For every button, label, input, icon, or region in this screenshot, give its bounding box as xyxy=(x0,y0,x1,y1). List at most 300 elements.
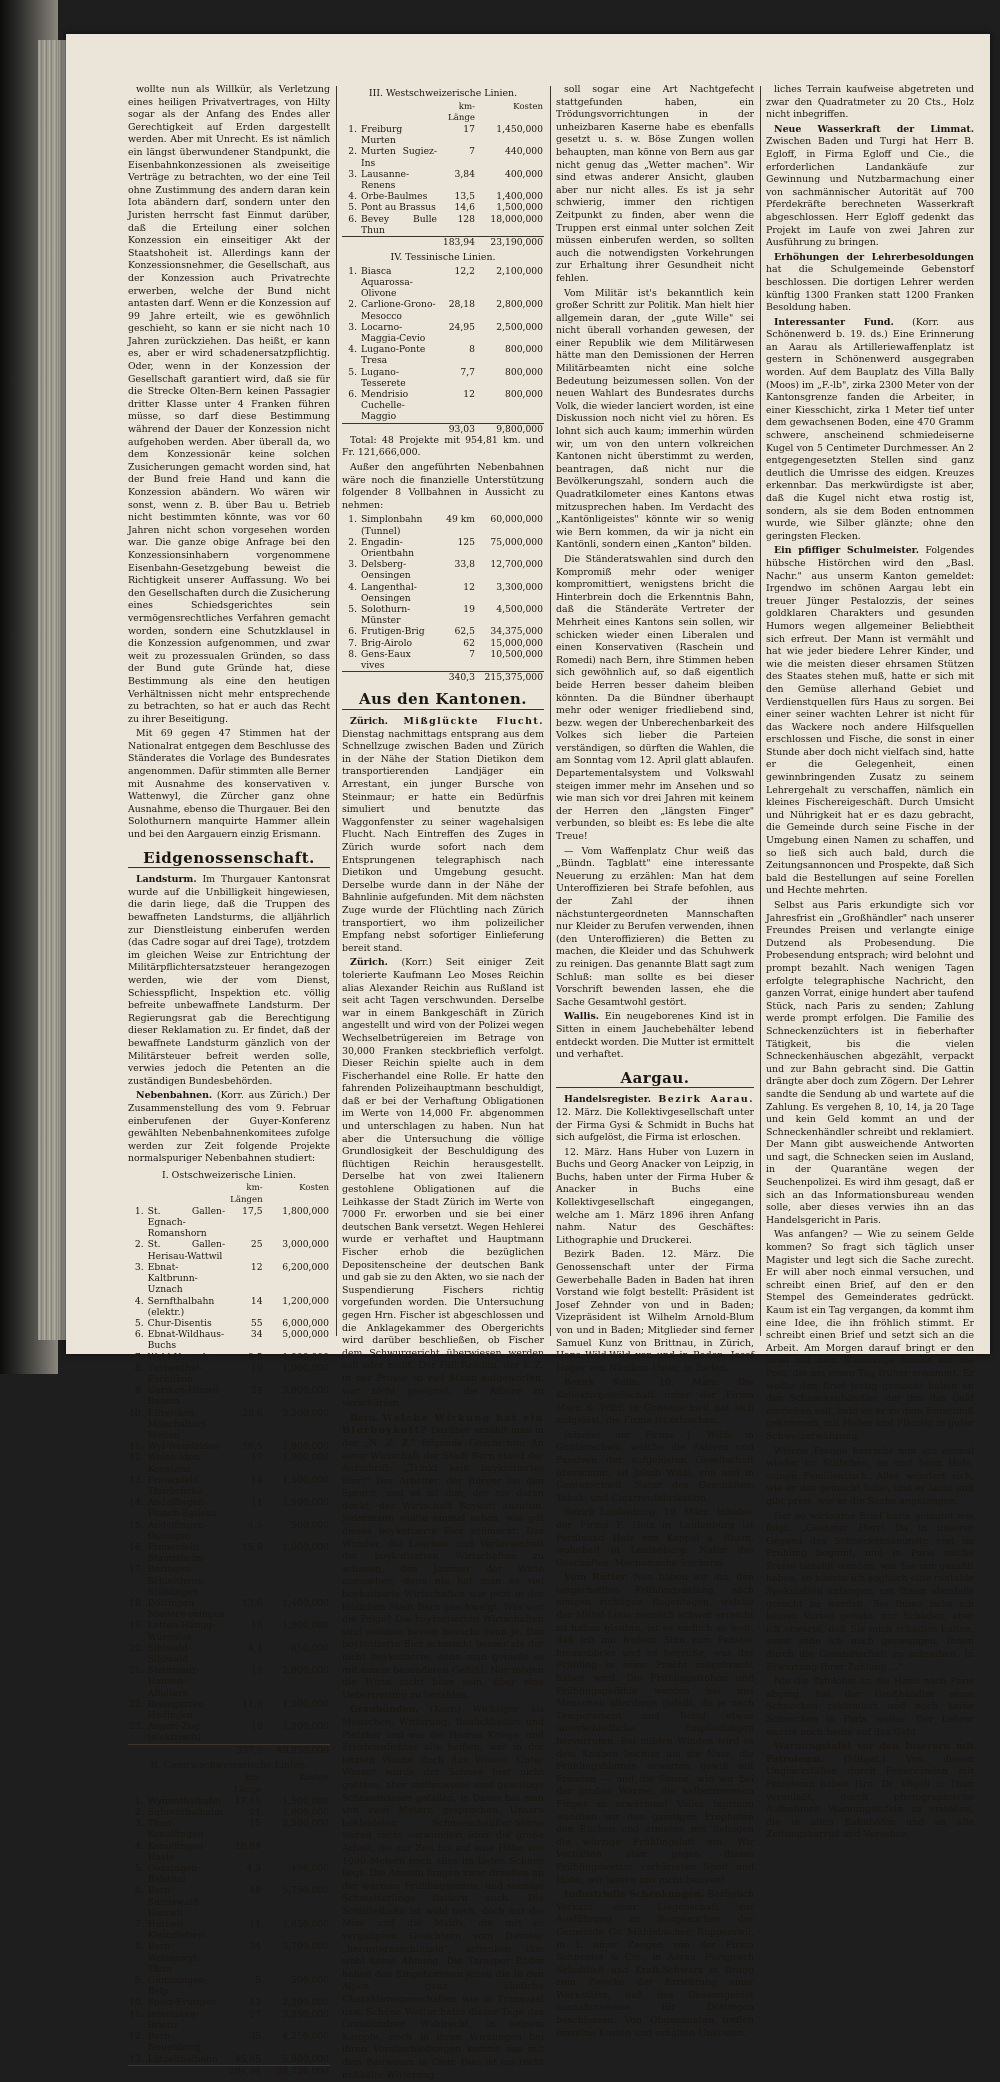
line-cost: 3,000,000 xyxy=(282,1385,329,1397)
line-length: 15,8 xyxy=(242,1541,263,1553)
line-name: Pont au Brassus xyxy=(361,202,436,214)
line-length: 128 xyxy=(457,213,475,225)
column-1 xyxy=(128,84,330,2077)
line-cost: 400,000 xyxy=(505,168,543,180)
article-text: Bezirk Kulm. 10. März. Die Kollektivgesellschaft unter der Firma Merz & Wildi in Gontenschwil hat sich aufgelöst, die Firma ist erloschen. xyxy=(556,1377,754,1427)
table-header xyxy=(128,1183,330,1205)
line-cost: 60,000,000 xyxy=(490,514,543,526)
total-length: 397,9 xyxy=(226,1744,264,1756)
article-paragraph xyxy=(556,1889,754,2040)
line-cost: 650,000 xyxy=(291,1642,329,1654)
table-row xyxy=(128,1475,330,1497)
table-subtitle: III. Westschweizerische Linien. xyxy=(368,88,518,99)
line-cost: 1,800,000 xyxy=(282,1205,329,1217)
row-number: 5. xyxy=(134,1317,144,1329)
line-length: 14 xyxy=(250,1295,263,1307)
row-number: 8. xyxy=(134,1362,144,1374)
line-cost: 10,500,000 xyxy=(490,648,543,660)
line-cost: 1,200,000 xyxy=(282,1295,329,1307)
line-name: Steinmaur-Hausen-Affoltern xyxy=(147,1665,200,1699)
line-name: Ebnat-Wildhaus-Buchs xyxy=(147,1329,225,1352)
line-length: 45,65 xyxy=(234,2053,261,2065)
line-length: 12 xyxy=(250,1261,263,1273)
line-name: Carlione-Grono-Mesocco xyxy=(361,299,436,322)
line-cost: 2,500,000 xyxy=(282,1818,329,1830)
total-length: 340,3 xyxy=(438,672,476,684)
line-length: 19 xyxy=(250,1665,263,1677)
line-cost xyxy=(264,1564,330,1598)
line-length: 4,5 xyxy=(248,1519,263,1531)
row-number: 13. xyxy=(129,1474,144,1486)
line-cost: 1,600,000 xyxy=(282,1807,329,1819)
line-name: Mendrisio Cuchelle-Maggio xyxy=(361,389,409,423)
article-text: Folgendes hübsche Histörchen wird den „Basl. Nachr." aus unserm Kanton gemeldet: Irgendwo im schönen Aargau lebt ein treuer Jünger Pestalozzis, der seines goldklaren Charakters und gesunden Humors wegen allgemeiner Beliebtheit sich erfreut. Der Mann ist vermählt und hat wie jeder biedere Lehrer Kinder, und wie die meisten dieser ehrsamen Stützen des Staates stehen muß, hatte er sich mit den Gemüse allerhand Gebiet und Verdienstquellen fürs Haus zu sorgen. Bei einer seiner wachten Lehrer ist nicht für das Wackere noch andere Hilfsquellen erschlossen und Fische, die sonst in einer Stunde aber doch nicht vielfach sind, hatte er die Gelegenheit, einen gewinnbringenden Zusatz zu seinem Lehrergehalt zu verschaffen, nämlich ein kleines Fischereigeschäft. Durch Umsicht und Nührigkeit hat er es dazu gebracht, die Gemeinde durch seine Fische in der Umgebung einen Namen zu schaffen, und so ließ sich auch bald, durch die Zeitungsannoncen und Prospekte, daß Sich bald die Bestellungen auf seine Forellen und Hechte mehrten. xyxy=(766,545,975,897)
lead-word: Wallis. xyxy=(564,1011,600,1023)
row-number: 6. xyxy=(348,626,357,638)
line-name: Simplonbahn (Tunnel) xyxy=(361,514,423,537)
line-name: Bern-Neuenburg xyxy=(147,2031,201,2054)
row-number: 1. xyxy=(348,514,357,526)
table-row xyxy=(342,559,544,581)
article-text: (Korr.) Seit einiger Zeit tolerierte Kaufmann Leo Moses Reichin alias Alexander Reichin aus Rußland ist seit acht Tagen verschwunden. Derselbe war in einem Bankgeschäft in Zürich angestellt und wird von der Polizei wegen Wechselbetrügereien im Betrage von 30,000 Franken steckbrieflich verfolgt. Dieser Reichin spielte auch in dem Fischerhandel eine Rolle. Er hatte den fahrenden Polizeihauptmann beschuldigt, daß er bei der Verhaftung Obligationen im Werte von 14,000 Fr. abgenommen und unterschlagen zu haben. Nun hat aber die Untersuchung die völlige Grundlosigkeit der Beschuldigung des flüchtigen Reichin herausgestellt. Derselbe hat von zwei Italienern gestohlene Obligationen auf die Leihkasse der Stadt Zürich im Werte von 7000 Fr. erworben und sie bei einer deutschen Bank versetzt. Wegen Hehlerei wurde er verhaftet und Hauptmann Fischer erhob die bezüglichen Depositenscheine der deutschen Bank und gab sie zu den Akten, wo sie nach der Suspendierung Fischers richtig vorgefunden worden. Die Untersuchung gegen Hrn. Fischer ist abgeschlossen und die Anklagekammer des Obergerichts wird darüber beschließen, ob Fischer dem Schwurgericht überwiesen werden soll oder nicht. Der Fall Reichin, der s. Z. in der Presse so viel Staub aufgeworfen, war nicht geeignet, die Affaire zu verschärfen. xyxy=(342,957,544,1410)
row-number: 3. xyxy=(134,1261,144,1273)
article-text: Darüber erzählt man in der „N. Z. Z." folgende Geschichte: An einer Wirtschaft der Stadt Bern stand der Aufschrift: „Trinkt kein boykottiertes Bier!" Der Arbeiter, der Bürger las den Spruch, und es ist ihm, der nie daran denkt, der Wirtschaft Boykott anzutun. Jedermann wollte einmal sehen, wie gut dieses boykottierte Bier schmeckt. Das Wunder, die Leerheit und Verlassenheit der boykottierten Wirtschaften zu schauen, den Jammer der Wirte anzusehen; denn nie hat man so viel boykottierte Wirtschaften wie jetzt in der löblichen Stadt Bern geschwelgt. Was war die Folge? Die boykottierten Wirtschaften sind seitdem besser besucht denn je. Das boykottierte Bier schmeckt besser als der nicht boykottierte, denn man genießt es mit einem besonderen Gefühl. Nur mögen die Wirte nicht böse sein, über eine Uebertretung zu bezahlen. xyxy=(342,1425,544,1701)
line-length: 21 xyxy=(249,1807,261,1819)
line-name: Interlaken-Brienz xyxy=(147,2008,200,2031)
spaced-headline: Mißglückte Flucht. xyxy=(403,716,544,728)
table-row xyxy=(128,1975,330,1997)
table-row xyxy=(128,1441,330,1452)
spaced-headline: Welche Wirkung hat ein Bierboykott? xyxy=(342,1412,545,1437)
row-number: 4. xyxy=(134,1295,144,1307)
table-header xyxy=(128,1773,330,1795)
line-cost: 6,200,000 xyxy=(282,1261,329,1273)
spaced-headline: Bezirk Aarau. xyxy=(658,1094,755,1106)
line-cost: 1,200,000 xyxy=(282,1721,329,1733)
row-number: 4. xyxy=(348,581,357,593)
article-paragraph xyxy=(128,1090,330,1166)
line-cost: 12,700,000 xyxy=(490,559,543,571)
line-name: Turbenthal-Eschlikon xyxy=(147,1362,203,1385)
line-name: Freiburg Murten xyxy=(361,124,403,147)
table-row xyxy=(342,638,544,649)
article-text: Total: 48 Projekte mit 954,81 km. und Fr. 121,666,000. xyxy=(342,434,544,459)
table-body xyxy=(342,124,544,248)
row-number: 3. xyxy=(134,1818,144,1830)
line-length: 7 xyxy=(469,146,475,158)
row-number: 6. xyxy=(134,1329,144,1341)
table-row xyxy=(342,626,544,637)
row-number: 14. xyxy=(129,1497,144,1509)
table-row xyxy=(342,146,544,168)
article-text: Bezüglich Verkauf einer Liegenschaft zur Ausführung zu Baugesuchen der Gemeinde Gr. Mühlebacher, Rupperswil, in 1. einer Zeugen von der Firma Schneider & Cie., in Aarau, Fürsprech Schultheß und Kraft-Schwarz in Brugg zum Zwecke der Errichtung einer Werkstätte, daß das Gesamtgebiet ausnahmsweise für Döttingen beschlossen: Von Obgenannten treffen einzelne Kosten und erhalten Unkosten. xyxy=(556,1889,754,2039)
table-row xyxy=(128,1721,330,1744)
article-paragraph xyxy=(342,957,544,1410)
line-length: 10 xyxy=(250,1362,263,1374)
line-cost: 4,500,000 xyxy=(496,604,543,616)
table-row xyxy=(342,367,544,389)
line-name: Delsberg-Oensingen xyxy=(361,559,411,582)
table-row xyxy=(128,1863,330,1885)
line-cost: 1,500,000 xyxy=(282,1474,329,1486)
line-length: 13,6 xyxy=(242,1597,263,1609)
table-row xyxy=(342,299,544,321)
line-name: Locarno-Maggia-Cevio xyxy=(361,321,426,345)
table-body xyxy=(128,1796,330,2077)
row-number: 2. xyxy=(348,146,357,158)
table-row xyxy=(128,2054,330,2066)
row-number: 21. xyxy=(129,1665,144,1677)
line-cost: 800,000 xyxy=(505,366,543,378)
article-paragraph xyxy=(766,545,974,898)
table-row xyxy=(128,1598,330,1620)
article-text: Nie die Tafelobst an die Hand nach Paris abging, hat der Großhändler seine Schnecken reklamiert und noch keine Schnecken in Paris weiter. Der Lehrer wartet noch heute auf das Geld. xyxy=(766,1676,974,1738)
table-total-row xyxy=(128,2065,330,2077)
table-row xyxy=(342,604,544,626)
article-text: Mit 69 gegen 47 Stimmen hat der Nationalrat entgegen dem Beschlusse des Ständerates die Vorlage des Bundesrates angenommen. Dafür stimmten alle Berner mit Ausnahme des konservativen v. Wattenwyl, die Zürcher ganz ohne Ausnahme, ebenso die Thurgauer. Bei den Solothurnern manquirte Hammer allein und bei den Aargauern einzig Erismann. xyxy=(128,728,330,841)
article-text: (Korr. aus Schönenwerd b. 19. ds.) Eine Erinnerung an Aarau als Artilleriewaffenplatz ist gestern in Schönenwerd ausgegraben worden. Auf dem Bauplatz des Villa Bally (Moos) im „F.-lb", zirka 2300 Meter von der Kantonsgrenze fanden die Arbeiter, in einer Kiesschicht, zirka 1 Meter tief unter dem gewachsenen Boden, eine 470 Gramm schwere, anscheinend schmiedeiserne Kugel von 5 Centimeter Durchmesser. An 2 entgegengesetzten Stellen sind ganz deutlich die Umrisse des eidgen. Kreuzes erkennbar. Das merkwürdigste ist aber, daß die Kugel nicht etwa rostig ist, sondern, als sie dem Boden entnommen wurde, wie Silber glänzte; ohne den geringsten Flecken. xyxy=(766,316,974,542)
table-row xyxy=(128,1385,330,1407)
line-length: 33,8 xyxy=(454,559,475,571)
total-cost: 38,726,000 xyxy=(262,2065,330,2077)
table-row xyxy=(128,2031,330,2053)
row-number: 7. xyxy=(134,1919,144,1931)
total-length: 284,94 xyxy=(224,2065,262,2077)
line-cost: 2,500,000 xyxy=(496,321,543,333)
header-cost: Kosten xyxy=(299,1183,329,1194)
row-number: 2. xyxy=(348,299,357,311)
newspaper-page xyxy=(66,34,990,2081)
line-name: Beringen-Schleitheim-Stühlingen xyxy=(147,1564,207,1598)
article-paragraph xyxy=(342,1704,544,2082)
lead-word: Interessanter Fund. xyxy=(774,316,894,328)
table-row xyxy=(128,1620,330,1642)
line-cost: 1,200,000 xyxy=(282,1698,329,1710)
row-number: 1. xyxy=(134,1205,144,1217)
line-cost: 34,375,000 xyxy=(490,626,543,638)
line-length: 25 xyxy=(250,1239,263,1251)
article-paragraph xyxy=(766,317,974,544)
column-4 xyxy=(766,84,975,1841)
line-cost: 2,800,000 xyxy=(496,299,543,311)
line-cost: 500,000 xyxy=(291,1519,329,1531)
table-row xyxy=(128,1262,330,1296)
article-text: Außer den angeführten Nebenbahnen wäre noch die finanzielle Unterstützung folgender 8 Vollbahnen in Aussicht zu nehmen: xyxy=(342,462,544,511)
table-row xyxy=(128,1408,330,1442)
line-cost: 2,000,000 xyxy=(282,1665,329,1677)
lead-word: Ein pfiffiger Schulmeister. xyxy=(774,545,920,557)
line-name: Wynenthalbahn xyxy=(147,1795,221,1807)
row-number: 1. xyxy=(134,1795,144,1807)
article-text: (Korr.) Wichtiger als Menschen, Witterung, Baulichkeiten und Pietzker und wie die Herren Kriegs- und Friedensdichter alle heißen, war in der letzten Woche doch das Wetter. Unter Wasser wurde der Schnee hier nicht gelitten, aber stellenweise sind gewaltige Schneemassen gefallen, in Davos hat man von zwei Metern gesprochen. Unsere bekleideten Schneeschaufler-Söhne waren recht verwundert über die große Arbeit, die zur Zeit bis auf eine Höhe von 1000 Metern noch alles im tiefen Schnee liegt. Die Amseln fangen zwar draußen an der warmen Frühlingssonne, und sonnige Schmetterlinge flattern auch. Die Schlittelbahn ist wohl noch, doch nur die Miss und die Maids, die mit so vergnügten Gesichtern vom Davoser „herunterzuschlitteln", schenken ihm wohl keine Ahnung. Die Tarasper Bäder haben den Eingeborenen jenen die in den Alpen ganz ähnliche Charaktereigenschaften wie in Transvaal usw. Schöne Wetter hatte dieser Tage das Graubündner Wahlrecht, in seinem Kampfe, noch in ihren Wirkungen bei ihren Verabschiedungen kommt das mit dem Bauwesen in Chur. Dies ist ein recht naßkalte Witterung. xyxy=(342,1704,544,2081)
line-cost: 1,500,000 xyxy=(282,1497,329,1509)
line-length: 4,1 xyxy=(248,1642,263,1654)
header-km: km-Länge xyxy=(448,101,475,123)
lead-word: Landsturm. xyxy=(136,874,197,886)
table-row xyxy=(128,1941,330,1975)
row-number: 3. xyxy=(348,168,357,180)
table-total-row xyxy=(342,237,544,249)
line-cost: 18,000,000 xyxy=(490,213,543,225)
line-name: Andelfingen-Ossingen xyxy=(147,1519,207,1542)
row-number: 2. xyxy=(134,1807,144,1819)
article-text: Im Thurgauer Kantonsrat wurde auf die Unbilligkeit hingewiesen, die darin liege, daß die Truppen des bewaffneten Landsturms, die alljährlich zur Dienstleistung einberufen werden (das Cadre sogar auf drei Tage), trotzdem im gleichen Weise zur Entrichtung der Militärpflichtersatzsteuer herangezogen werden, wie der vom Dienst, Schiesspflicht, Inspektion etc. völlig befreite unbewaffnete Landsturm. Der Regierungsrat gab die Berechtigung dieser Reklamation zu. Er findet, daß der bewaffnete Landsturm gänzlich von der Militärsteuer befreit werden solle, verwies jedoch die Petenten an die zuständigen Bundesbehörden. xyxy=(128,874,330,1087)
line-length: 9,5 xyxy=(248,1351,263,1363)
railway-table xyxy=(128,1773,330,2076)
total-length: 183,94 xyxy=(438,237,476,249)
table-subtitle: IV. Tessinische Linien. xyxy=(390,252,496,264)
header-cost: Kosten xyxy=(513,101,543,112)
line-name: St. Gallen-Egnach-Romanshorn xyxy=(147,1205,226,1240)
lead-word: Bern. xyxy=(350,1412,379,1424)
line-length: 15 xyxy=(249,1818,261,1830)
row-number: 2. xyxy=(134,1239,144,1251)
line-length: 24,95 xyxy=(448,321,475,333)
row-number: 7. xyxy=(134,1351,144,1363)
article-text: Vom Militär ist's bekanntlich kein großer Schritt zur Politik. Man hielt hier allgemein daran, der „gute Wille" sei nicht überall vorhanden gewesen, der einer Republik wie dem Militärwesen hätte man den Demissionen der Herren Militärbeamten nicht eine solche Bedeutung beizumessen sollen. Von der neuen Wahlart des Bundesrates durchs Volk, die wieder lanciert worden, ist eine Diskussion noch nicht viel zu hören. Es lohnt sich auch kaum; immerhin würden wir, um von den untern volkreichen Kantonen nicht überstimmt zu werden, beantragen, daß nicht nur die Bevölkerungszahl, sondern auch die Quadratkilometer eines Kantons etwas mitzusprechen haben. Im Verdacht des „Kantönligeistes" könnte wir so wenig wie Bern kommen, da wir ja nicht ein Kantönli, sondern einen „Kanton" bilden. xyxy=(556,287,754,551)
row-number: 22. xyxy=(129,1698,144,1710)
line-name: Letten-Hängg-Würenlos xyxy=(147,1620,216,1643)
table-row xyxy=(128,1818,330,1840)
line-cost: 1,450,000 xyxy=(496,124,543,135)
line-name: Frutigen-Brig xyxy=(361,626,425,638)
line-cost: 1,400,000 xyxy=(496,191,543,203)
line-cost: 1,000,000 xyxy=(282,1362,329,1374)
article-text: 12. März. Hans Huber von Luzern in Buchs und Georg Anacker von Leipzig, in Buchs, haben unter der Firma Huber & Anacker in Buchs eine Kollektivgesellschaft eingegangen, welche am 1. März 1896 ihren Anfang nahm. Natur des Geschäftes: Lithographie und Druckerei. xyxy=(556,1146,754,1246)
line-length: 4,3 xyxy=(246,1863,261,1875)
column-rule xyxy=(550,86,551,1336)
row-number: 5. xyxy=(348,366,357,378)
table-row xyxy=(128,1665,330,1699)
line-name: Frauenfeld-Thurbrücke xyxy=(147,1474,203,1497)
table-row xyxy=(128,1997,330,2008)
railway-table xyxy=(342,266,544,435)
line-length: 16,5 xyxy=(242,1441,263,1453)
table-row xyxy=(342,389,544,423)
row-number: 1. xyxy=(348,265,357,277)
line-length: 17 xyxy=(249,2008,261,2020)
row-number: 8. xyxy=(134,1941,144,1953)
row-number: 1. xyxy=(348,124,357,135)
line-cost: 5,800,000 xyxy=(282,2053,329,2065)
table-row xyxy=(342,537,544,559)
article-text: Dienstag nachmittags entsprang aus dem Schnellzuge zwischen Baden und Zürich in der Nähe der Station Dietikon dem transportierenden Landjäger ein Arrestant, ein junger Bursche von Steinmaur; er hatte ein Bedürfnis simuliert und benutzte das Waggonfenster zu seiner wagehalsigen Flucht. Nach Eintreffen des Zuges in Zürich wurde sofort nach dem Entsprungenen telegraphisch nach Dietikon und Umgebung gesucht. Derselbe wurde dann in der Nähe der Bahnlinie aufgefunden. Mit dem nächsten Zuge wurde der Flüchtling nach Zürich transportiert, wo ihm polizeilicher Empfang nebst sofortiger Einlieferung bereit stand. xyxy=(342,728,544,954)
line-length: 16 xyxy=(250,1620,263,1632)
line-name: Langenthal-Oensingen xyxy=(361,581,417,604)
line-length: 62 xyxy=(463,637,475,649)
table-total-row xyxy=(342,423,544,435)
line-name: Ebnat-Kaltbrunn-Uznach xyxy=(147,1261,198,1296)
line-length: 13 xyxy=(249,1997,261,2009)
line-cost: 6,000,000 xyxy=(282,1317,329,1329)
line-cost: 15,000,000 xyxy=(490,637,543,649)
row-number: 9. xyxy=(134,1385,144,1397)
line-length xyxy=(226,1564,264,1598)
table-row xyxy=(342,582,544,604)
line-length: 8 xyxy=(469,344,475,356)
table-row xyxy=(128,1329,330,1351)
line-length: 35 xyxy=(249,2031,261,2043)
line-cost: 4,250,000 xyxy=(282,2031,329,2043)
total-cost: 9,800,000 xyxy=(476,423,544,435)
article-text: Der so wirksame Brief hatte gelautet wie folgt: „Geehrter Herr! Da in unserer Gegend das Schneckensammeln erst im Frühling beginnt, und in Paris solche Preise bezahlt werden, wie Sie mir gezahlt haben, so könnte ich sogleich eine rentable Spekulation anfangen, um Ihnen ebenfalls gerecht zu werden. Bei Ihnen habe ich keinen Vorteil gehabt, nur Schaden, aber ich erwarte, daß Sie mich schadlos halten, sonst sähe ich mich gezwungen, Ihnen durch die Gesandtschaft zu schreiben. In Erwartung Ihrer Zahlung ..." xyxy=(766,1510,974,1673)
row-number: 8. xyxy=(348,648,357,660)
line-length: 28,6 xyxy=(242,1407,263,1419)
line-length: 19 xyxy=(463,604,475,616)
table-body xyxy=(128,1206,330,1756)
line-length: 13,5 xyxy=(454,191,475,203)
line-name: Lugano-Ponte Tresa xyxy=(361,344,426,367)
line-length: 28,18 xyxy=(448,299,475,311)
line-cost: 3,200,000 xyxy=(282,1407,329,1419)
line-length: 14 xyxy=(250,1474,263,1486)
table-row xyxy=(342,266,544,300)
article-text: Was anfangen? — Wie zu seinem Gelde kommen? So fragt sich täglich unser Magister und legt sich die Sache zurecht. Er will aber noch einmal versuchen, und schreibt einen Brief, auf den er den Stempel des Gemeinderates gedrückt. Kaum ist ein Tag vergangen, da kommt ihm eine Idee, die ihn fröhlich stimmt. Er schreibt einen Brief und setzt sich an die Arbeit. Am Morgen darauf bringt er den Brief mit dem Nachtzuge hinaus auf die Post, die um einen Tag früher ankommt. Er wollte den Brief fertig gemacht haben an den Schneckenhändler, der ihm das Geld einziehen soll, bald ist er zu dem Entschluß gekommen, mit Heller und Pfennig in guter Schweizerwährung. xyxy=(766,1229,974,1442)
line-cost: 3,250,000 xyxy=(282,2008,329,2020)
total-spacer xyxy=(128,1744,226,1756)
line-length: 17 xyxy=(463,124,475,135)
line-length: 49 km xyxy=(446,514,475,526)
table-row xyxy=(128,1699,330,1721)
row-number: 4. xyxy=(348,344,357,356)
line-name: Chur-Disentis xyxy=(147,1317,212,1329)
lead-word: Graubünden. xyxy=(350,1704,419,1716)
railway-table xyxy=(342,102,544,249)
lead-word: Warnungstafel vor den Inserern mit Petroleum. xyxy=(766,1741,974,1765)
total-spacer xyxy=(342,423,438,435)
table-row xyxy=(342,169,544,191)
table-row xyxy=(128,1885,330,1919)
lead-word: Zürich. xyxy=(350,957,388,969)
line-cost: 1,000,000 xyxy=(282,1541,329,1553)
table-row xyxy=(342,649,544,672)
column-rule xyxy=(336,86,337,1336)
row-number: 9. xyxy=(134,1975,144,1987)
line-length: 7,7 xyxy=(460,366,475,378)
line-length: 62,5 xyxy=(454,626,475,638)
line-cost: 440,000 xyxy=(505,146,543,158)
table-row xyxy=(128,1352,330,1363)
line-name: Aegeri-Zug (elektrisch) xyxy=(147,1721,201,1744)
article-text: Nun haben wir ihn, den langerhofften Frühlingsanfang, nach einigen richtigen Regentagen, welche der Mittel-Linie ziemlich schwer erreicht zu haben glaubte, ist es endlich so weit, daß ich mit frohem Sinn zum Fenster hinausblicke und es begrüße, was der Frühling in seine Pracht mitgebracht haben wird. Die Frühlingsfrohen und Frühlingsgefühle werden bei uns Menschen allerdings geteilt, da je nach Temperament und Beruf etwas unterschiedliche Empfindungen hervorrufen. Bei milden Winden wird es dem Knaben leichter um die Nase, die Frühlingsblumen erwarten gewiß mit Freuden — und die Sonne, wie wir bei der großen Wärme, die halberfrorenen Finger zu erwärmen! Voller Ingrimm wandten wir den garstigen Propheten den Rücken und atmeten mit Behagen die würzige Frühlingsluft ein. Wir Verhalten aber gegen dieses Frühlingswetter verhärteten Spott und Hohn, wir lassen uns nicht beirren! xyxy=(556,1572,754,1886)
line-name: Huttwil-Kleindietwyl xyxy=(147,1919,206,1942)
row-number: 11. xyxy=(129,1441,144,1453)
article-text: soll sogar eine Art Nachtgefecht stattgefunden haben, ein Trödungsvorrichtungen in der unheizbaren Kaserne habe es ebenfalls gesetzt u. s. w. Böse Zungen wollen behaupten, man könne von Bern aus gar nicht genug das „Wetter machen". Wir sind etwas anderer Ansicht, glauben aber nur nicht alles. Es ist ja sehr schwierig, immer den richtigen Zeitpunkt zu finden, aber wenn die Truppen erst einmal unter solchen Zeit müssen einberufen werden, so sollten auch die notwendigsten Vorkehrungen zur Erhaltung ihrer Gesundheit nicht fehlen. xyxy=(556,84,754,284)
table-header xyxy=(342,102,544,124)
line-name: Engadin-Orientbahn xyxy=(361,536,415,560)
table-row xyxy=(128,1520,330,1542)
line-name: Gens-Eaux vives xyxy=(361,648,411,672)
article-paragraph xyxy=(556,1572,754,1887)
table-row xyxy=(342,344,544,366)
line-length: 55 xyxy=(250,1317,263,1329)
line-cost: 5,000,000 xyxy=(282,1329,329,1341)
total-spacer xyxy=(342,237,438,249)
line-cost: 498,000 xyxy=(291,1863,329,1875)
line-name: Lützelthalbahn xyxy=(147,2053,218,2065)
row-number: 4. xyxy=(348,191,357,203)
lead-word: Nebenbahnen. xyxy=(136,1090,213,1102)
article-text: Die Ständeratswahlen sind durch den Kompromiß mehr oder weniger kompromittiert, wenigstens bricht die Hinterbrein doch die Erkenntnis Bahn, daß die Ständeräte Vertreter der Mehrheit eines Kantons sein sollen, wir schicken wieder einen Liberalen und einen Konservativen (Raschein und Romedi) nach Bern, ihre Stimmen heben sich gewöhnlich auf, so daß eigentlich beide Herren besser daheim bleiben könnten. Da die Bündner überhaupt mehr oder weniger friedliebend sind, bezw. wegen der Unberechenbarkeit des Volkes sich lieber die Parteien verständigen, so dürften die Wahlen, die am Sonntag vom 12. April glatt ablaufen. Departementalsystem und Volkswahl steigen immer mehr im Ansehen und so wie man sich vor drei Jahren mit keinem der Herren den „längsten Finger" verbunden, so bleibt es: Es lebe die alte Treue! xyxy=(556,553,754,843)
article-text: Selbst aus Paris erkundigte sich vor Jahresfrist ein „Großhändler" nach unserer Freundes Preisen und verlangte einige Dutzend als Probesendung. Die Probesendung entsprach; wird belohnt und prompt bezahlt. Nach wenigen Tagen erfolgte telegraphische Nachricht, den ganzen Vorrat, einige hundert aber taufend Stück, nach Paris zu senden; Zahlung werde prompt erfolgen. Die Familie des Schneckenzüchters ist in fieberhafter Tätigkeit, bis die vielen Schneckenhäuschen abgezählt, verpackt und zur Bahn gebracht sind. Die Gattin drängte aber doch zum Zögern. Der Lehrer sandte die Sendung ab und wartete auf die Zahlung. Es vergehen 8, 10, 14, ja 20 Tage und kein Geld kommt an und der Schneckenhändler schreibt und reklamiert. Der Mann gibt ausweichende Antworten und sagt, die Schnecken seien im Ausland, in der Quarantäne wegen der Seuchenpolizei. Es wird ihm gesagt, daß er sich an das Informationsbureau wenden solle, aber dieses verwies ihn an das Handelsgericht in Paris. xyxy=(766,900,974,1226)
line-name: Oensingen-Balsthal xyxy=(147,1863,201,1886)
line-length: 11 xyxy=(249,1919,261,1931)
table-row xyxy=(128,1206,330,1240)
line-cost: 1,800,000 xyxy=(282,1620,329,1632)
line-length: 12,2 xyxy=(454,265,475,277)
line-cost: 1,000,000 xyxy=(282,1351,329,1363)
line-cost: 1,800,000 xyxy=(282,1441,329,1453)
railway-table xyxy=(342,514,544,683)
lead-word: Erhöhungen der Lehrerbesoldungen xyxy=(774,251,974,263)
article-paragraph xyxy=(342,1413,544,1703)
lead-word: Handelsregister. xyxy=(564,1094,652,1106)
row-number: 17. xyxy=(129,1564,144,1576)
line-cost xyxy=(262,1841,330,1863)
line-name: Spiez-Frutigen xyxy=(147,1997,217,2009)
line-name: Lugano-Tesserete xyxy=(361,366,406,389)
line-name: Andelfingen-Flaach-Eglisau xyxy=(147,1497,217,1520)
row-number: 2. xyxy=(348,536,357,548)
line-cost: 1,400,000 xyxy=(282,1597,329,1609)
line-name: Solothurn-Münster xyxy=(361,604,411,627)
article-paragraph xyxy=(556,1094,754,1144)
line-cost: 1,650,000 xyxy=(282,1919,329,1931)
table-row xyxy=(128,1919,330,1941)
line-name: Murten Sugiez-Ins xyxy=(361,146,437,169)
row-number: 13. xyxy=(129,2053,144,2065)
table-row xyxy=(342,124,544,146)
table-row xyxy=(128,1318,330,1329)
table-subtitle: II. Centralschweizerische Linien. xyxy=(150,1759,308,1771)
total-spacer xyxy=(342,672,438,684)
table-body xyxy=(342,514,544,683)
row-number: 6. xyxy=(134,1885,144,1897)
line-length: 12 xyxy=(463,581,475,593)
line-name: Suhrenthalbahn xyxy=(147,1807,223,1819)
row-number: 18. xyxy=(129,1597,144,1609)
row-number: 23. xyxy=(129,1721,144,1733)
line-length: 125 xyxy=(457,536,475,548)
article-text: (Mitget.) Von diesen Unglücksfällen durch Feuerzünden mit Petroleum haben Hrn. Dr. Vögeli in Thun veranlaßt, durch photographische Aufnahmen Warnungstafeln zu erstellen, die in allen Bahnhöfen und an alle Zeitungskarriel und Versehen. xyxy=(766,1753,974,1841)
line-cost: 3,300,000 xyxy=(496,581,543,593)
row-number: 12. xyxy=(129,2031,144,2043)
section-heading: Aus den Kantonen. xyxy=(342,693,544,710)
total-spacer xyxy=(128,2065,224,2077)
line-name: Weinfelden-Konstanz xyxy=(147,1452,203,1475)
line-cost: 3,000,000 xyxy=(282,1239,329,1251)
table-row xyxy=(128,1542,330,1564)
line-length: 10 xyxy=(250,1721,263,1733)
article-text: Zwischen Baden und Turgi hat Herr B. Egloff, in Firma Egloff und Cie., die erforderlichen Landankäufe zur Gewinnung und Nutzbarmachung einer von sachmännischer Autorität auf 700 Pferdekräfte berechneten Wasserkraft abgeschlossen. Herr Egloff gedenkt das Projekt im Laufe von zwei Jahren zur Ausführung zu bringen. xyxy=(766,136,974,249)
line-name: Orbe-Baulmes xyxy=(361,191,428,203)
table-total-row xyxy=(342,672,544,684)
article-text: Inhaber der Firma J. Wildi in Gontenschwil, welche die Aktiven und Passiven der aufgelösten Gesellschaft übernimmt, ist Jakob Wildi, von und in Gontenschwil. Natur des Geschäftes: Tabak- und Cigarrenfabrikation. xyxy=(556,1429,754,1504)
row-number: 5. xyxy=(134,1863,144,1875)
row-number: 6. xyxy=(348,213,357,225)
line-length: 24 xyxy=(250,1385,263,1397)
line-length: 17 xyxy=(250,1452,263,1464)
table-row xyxy=(342,191,544,202)
article-text: wollte nun als Willkür, als Verletzung eines heiligen Privatvertrages, von Hilty sogar als der Anfang des Endes aller Gerechtigkeit auf Erden dargestellt werden. Aber mit Unrecht. Es ist nämlich ein längst überwundener Standpunkt, die Eisenbahnkonzessionen als zweiseitige Verträge zu betrachten, wo der eine Teil ohne Zustimmung des andern daran kein Iota abändern darf, sondern unter den Juristen herrscht fast Einmut darüber, daß die Erteilung einer solchen Konzession ein einseitiger Akt der Staatshoheit ist. Allerdings kann der Konzessionsnehmer, die Gesellschaft, aus der Konzession auch Privatrechte erwerben, welche der Bund nicht antasten darf. Wenn er die Konzession auf 99 Jahre erteilt, wie es gewöhnlich geschieht, so kann er sie nicht nach 10 Jahren zurückziehen. Das heißt, er kann es, aber er wird schadenersatzpflichtig. Oder, wenn in der Konzession der Gesellschaft garantiert wird, daß sie für die Strecke Olten-Bern keinen Passagier dritter Klasse unter 4 Franken führen müsse, so darf diese Bestimmung während der Dauer der Konzession nicht aufgehoben werden. Aber überall da, wo dem Konzessionär keine solchen Zusicherungen gemacht worden sind, hat der Bund freie Hand und kann die Konzession abändern. Wo wären wir sonst, wenn z. B. über Bau u. Betrieb nicht bestimmten könnte, was vor 60 Jahren nicht schon vorgesehen worden war. Die ganze obige Anfrage bei den Konzessionsinhabern vorgenommene Eisenbahn-Gesetzgebung beweist die Richtigkeit unserer Auffassung. Wo bei den Gesellschaften durch die Zusicherung eines Schiedsgerichtes sein vermögensrechtliches Verfahren gemacht worden, sondern eine Schutzklausel in die Konzession aufgenommen, und zwar weit zu prozessualen Gründen, so dass der Bund gute Gründe hat, diese Bestimmung als eine den heutigen Verhältnissen nicht mehr entsprechende zu betrachten, so hat er auch das Recht zu ihrer Beseitigung. xyxy=(128,84,330,725)
line-name: Bevey Bulle Thun xyxy=(361,213,437,236)
article-text: (Korr. aus Zürich.) Der Zusammenstellung des vom 9. Februar einberufenen der Guyer-Konferenz gewählten Nebenbahnenkomitees zufolge werden zur Zeit folgende Projekte normalspuriger Nebenbahnen studiert: xyxy=(128,1090,330,1165)
header-km: km-Länge xyxy=(234,1773,261,1795)
article-paragraph xyxy=(342,716,544,955)
row-number: 10. xyxy=(129,1997,144,2009)
line-length: 3,84 xyxy=(454,168,475,180)
lead-word: Neue Wasserkraft der Limmat. xyxy=(774,123,974,135)
